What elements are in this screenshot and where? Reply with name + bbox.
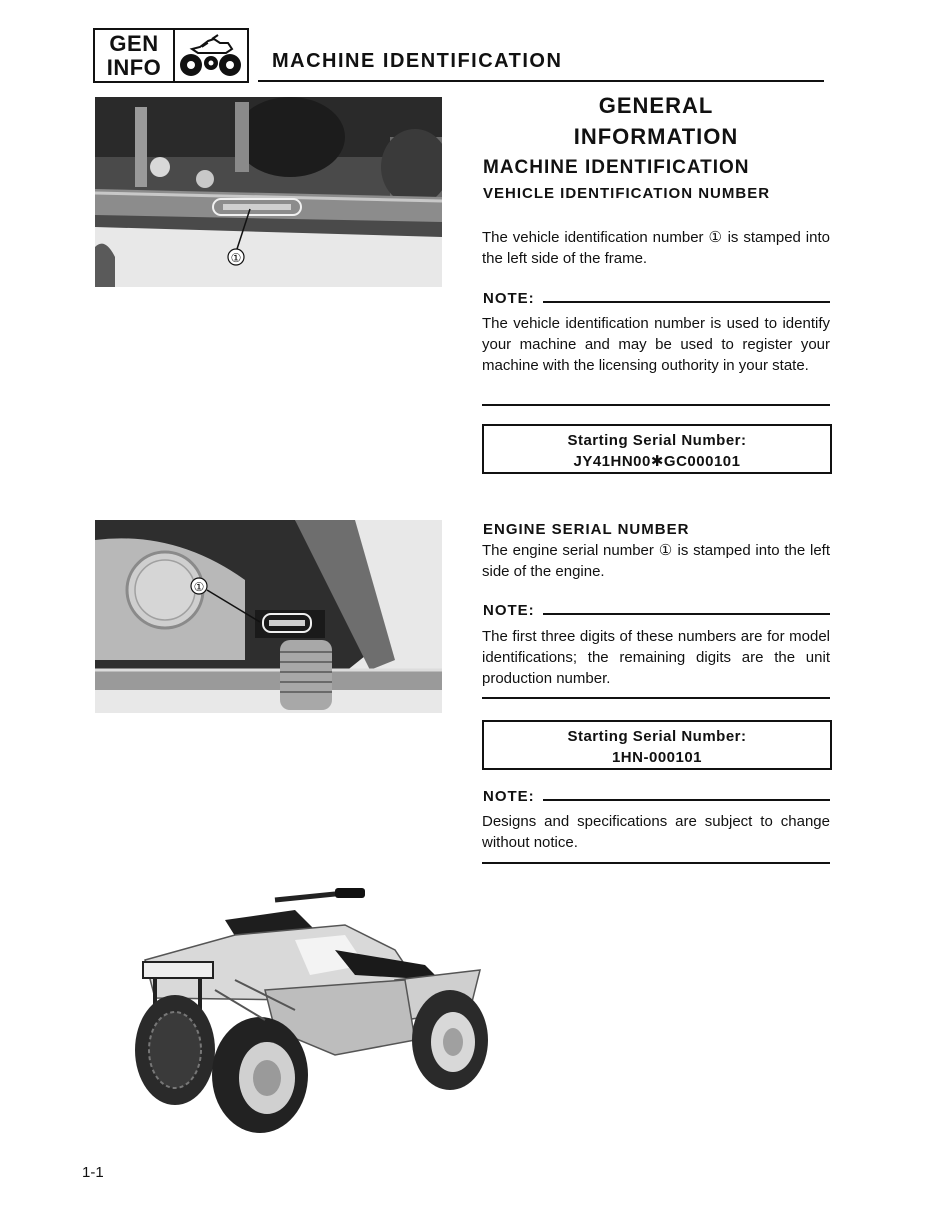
chapter-tag bbox=[93, 28, 249, 83]
section-title-line2: INFORMATION bbox=[573, 124, 739, 149]
engine-serial-box bbox=[482, 720, 832, 770]
vin-note-header bbox=[483, 290, 830, 307]
vin-serial-box bbox=[482, 424, 832, 474]
header-rule bbox=[258, 80, 824, 82]
section-heading: MACHINE IDENTIFICATION bbox=[483, 157, 750, 178]
vin-serial-label: Starting Serial Number: bbox=[567, 432, 747, 449]
final-note-label: NOTE: bbox=[483, 788, 535, 805]
vin-callout: ① bbox=[708, 229, 723, 246]
vin-paragraph bbox=[482, 227, 830, 269]
chapter-tag-line2: INFO bbox=[106, 54, 162, 80]
chapter-tag-text bbox=[95, 30, 175, 81]
vin-note-label: NOTE: bbox=[483, 290, 535, 307]
atv-icon bbox=[175, 30, 247, 81]
vin-note-end-rule bbox=[482, 404, 830, 406]
engine-serial-label: Starting Serial Number: bbox=[567, 728, 747, 745]
frame-vin-photo bbox=[95, 97, 442, 287]
vin-note-rule bbox=[543, 301, 830, 303]
engine-serial-photo bbox=[95, 520, 442, 713]
engine-heading: ENGINE SERIAL NUMBER bbox=[483, 521, 690, 538]
engine-note-header bbox=[483, 602, 830, 619]
engine-paragraph bbox=[482, 540, 830, 582]
chapter-tag-line1: GEN bbox=[109, 30, 159, 56]
engine-callout: ① bbox=[193, 580, 205, 594]
engine-note-rule bbox=[543, 613, 830, 615]
frame-callout: ① bbox=[230, 251, 242, 265]
engine-serial-value: 1HN-000101 bbox=[611, 749, 703, 766]
page-number: 1-1 bbox=[82, 1164, 104, 1181]
vin-text-after: is stamped into the left side of the frame. bbox=[482, 229, 830, 267]
engine-note-label: NOTE: bbox=[483, 602, 535, 619]
final-note-text: Designs and specifications are subject to change without notice. bbox=[482, 813, 830, 851]
engine-note-end-rule bbox=[482, 697, 830, 699]
atv-photo bbox=[95, 880, 490, 1135]
vin-text-before: The vehicle identification number bbox=[482, 229, 704, 246]
vin-note-text: The vehicle identification number is used to identify your machine and may be used to register your machine with the licensing outhority in your state. bbox=[482, 315, 830, 374]
engine-text-after: is stamped into the left side of the engine. bbox=[482, 542, 831, 580]
vin-serial-value: JY41HN00✱GC000101 bbox=[573, 453, 741, 470]
final-note-rule bbox=[543, 799, 830, 801]
engine-callout-inline: ① bbox=[658, 542, 673, 559]
final-note-end-rule bbox=[482, 862, 830, 864]
engine-text-before: The engine serial number bbox=[482, 542, 654, 559]
final-note-header bbox=[483, 788, 830, 805]
vin-heading: VEHICLE IDENTIFICATION NUMBER bbox=[483, 185, 771, 202]
header-title: MACHINE IDENTIFICATION bbox=[272, 50, 563, 72]
engine-note-text: The first three digits of these numbers are for model identifications; the remaining digits are the unit production number. bbox=[482, 628, 830, 687]
section-title-line1: GENERAL bbox=[598, 93, 714, 118]
